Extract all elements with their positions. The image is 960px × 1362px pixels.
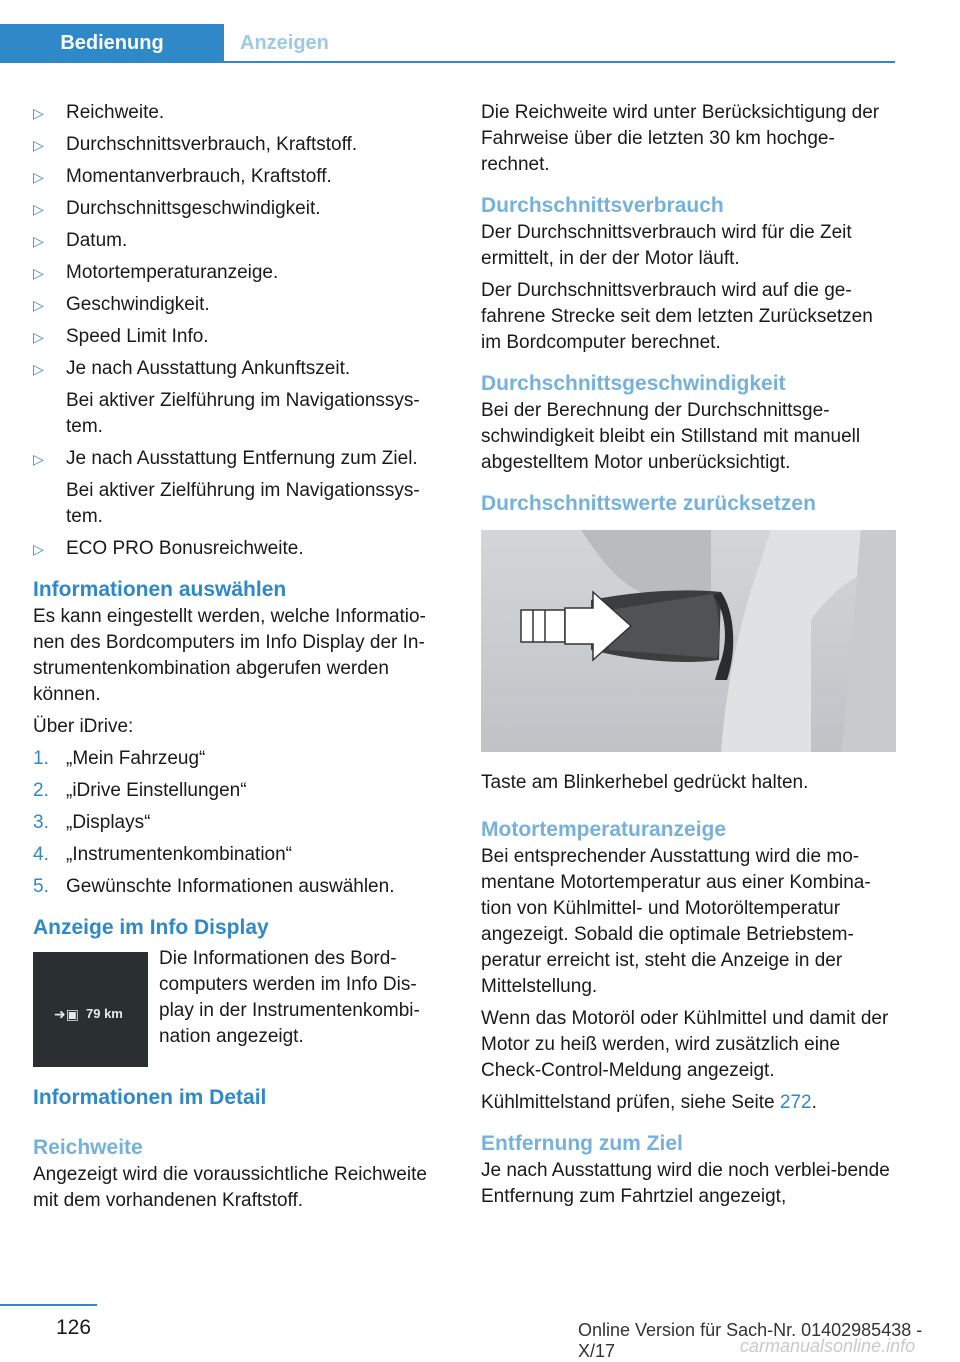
step-item: 3. „Displays“: [33, 812, 151, 833]
range-readout: 79 km: [86, 1006, 123, 1021]
tab-anzeigen[interactable]: Anzeigen: [240, 32, 329, 54]
footer-divider: [0, 1304, 97, 1306]
heading-durchschnittswerte-zuruecksetzen: Durchschnittswerte zurücksetzen: [481, 492, 816, 515]
heading-informationen-auswaehlen: Informationen auswählen: [33, 578, 287, 601]
list-item: ▷ ECO PRO Bonusreichweite.: [33, 536, 453, 562]
step-item: 1. „Mein Fahrzeug“: [33, 748, 206, 769]
list-item: ▷ Je nach Ausstattung Ankunftszeit. Bei aktiver Zielführung im Navigationssys-tem.: [33, 356, 453, 440]
triangle-bullet-icon: ▷: [33, 201, 44, 217]
paragraph: Über iDrive:: [33, 716, 134, 737]
paragraph: Bei entsprechender Ausstattung wird die mo-mentane Motortemperatur aus einer Kombina-tion von Kühlmittel- und Motoröltemperatur angezeigt. Sobald die optimale Betriebstem-peratur erreicht ist, steht die Anzeige in der Mittelstellung.: [481, 846, 871, 997]
triangle-bullet-icon: ▷: [33, 541, 44, 557]
step-item: 5. Gewünschte Informationen auswählen.: [33, 876, 395, 897]
triangle-bullet-icon: ▷: [33, 451, 44, 467]
triangle-bullet-icon: ▷: [33, 137, 44, 153]
caption: Taste am Blinkerhebel gedrückt halten.: [481, 772, 809, 793]
list-item: ▷ Reichweite.: [33, 100, 453, 126]
turn-signal-lever-photo: [481, 530, 896, 752]
paragraph: Es kann eingestellt werden, welche Informatio-nen des Bordcomputers im Info Display der In-strumentenkombination abgerufen werden können.: [33, 606, 426, 705]
info-display-image: [33, 952, 148, 1067]
triangle-bullet-icon: ▷: [33, 265, 44, 281]
info-display-block: [33, 946, 453, 1064]
lever-illustration: [481, 530, 896, 752]
watermark: carmanualsonline.info: [740, 1336, 916, 1356]
step-list: [33, 746, 453, 900]
header-tabs: [0, 0, 960, 64]
triangle-bullet-icon: ▷: [33, 329, 44, 345]
heading-motortemperaturanzeige: Motortemperaturanzeige: [481, 818, 727, 841]
list-item: ▷ Motortemperaturanzeige.: [33, 260, 453, 286]
info-list: [33, 100, 453, 562]
triangle-bullet-icon: ▷: [33, 169, 44, 185]
triangle-bullet-icon: ▷: [33, 361, 44, 377]
list-item: ▷ Speed Limit Info.: [33, 324, 453, 350]
page-link[interactable]: 272: [779, 1092, 812, 1113]
paragraph: Der Durchschnittsverbrauch wird auf die ge-fahrene Strecke seit dem letzten Zurücksetzen im Bordcomputer berechnet.: [481, 280, 873, 353]
list-item: ▷ Je nach Ausstattung Entfernung zum Ziel. Bei aktiver Zielführung im Navigationssys-tem.: [33, 446, 453, 530]
paragraph: Der Durchschnittsverbrauch wird für die Zeit ermittelt, in der der Motor läuft.: [481, 222, 852, 269]
triangle-bullet-icon: ▷: [33, 233, 44, 249]
heading-reichweite: Reichweite: [33, 1136, 143, 1159]
heading-anzeige-info-display: Anzeige im Info Display: [33, 916, 269, 939]
list-item-note: Bei aktiver Zielführung im Navigationssys-tem.: [66, 480, 420, 527]
paragraph: Wenn das Motoröl oder Kühlmittel und damit der Motor zu heiß werden, wird zusätzlich eine Check-Control-Meldung angezeigt.: [481, 1008, 889, 1081]
left-column: [33, 100, 453, 1220]
footer-note: Online Version für Sach-Nr. 01402985438 - X/17: [578, 1320, 923, 1361]
triangle-bullet-icon: ▷: [33, 105, 44, 121]
list-item: ▷ Durchschnittsgeschwindigkeit.: [33, 196, 453, 222]
paragraph: Die Informationen des Bord-computers werden im Info Dis-play in der Instrumentenkombi-nation angezeigt.: [159, 948, 420, 1047]
paragraph: Kühlmittelstand prüfen, siehe Seite 272.: [481, 1092, 817, 1113]
heading-durchschnittsgeschwindigkeit: Durchschnittsgeschwindigkeit: [481, 372, 786, 395]
paragraph: Je nach Ausstattung wird die noch verblei-bende Entfernung zum Fahrtziel angezeigt,: [481, 1160, 890, 1207]
right-column: [481, 100, 897, 1216]
list-item: ▷ Durchschnittsverbrauch, Kraftstoff.: [33, 132, 453, 158]
list-item: ▷ Momentanverbrauch, Kraftstoff.: [33, 164, 453, 190]
header-divider: [0, 61, 895, 63]
heading-entfernung-zum-ziel: Entfernung zum Ziel: [481, 1132, 683, 1155]
fuel-pump-arrow-icon: ➜▣: [54, 1006, 79, 1022]
paragraph: Die Reichweite wird unter Berücksichtigung der Fahrweise über die letzten 30 km hochge-rechnet.: [481, 102, 880, 175]
step-item: 2. „iDrive Einstellungen“: [33, 780, 247, 801]
step-item: 4. „Instrumentenkombination“: [33, 844, 292, 865]
heading-informationen-im-detail: Informationen im Detail: [33, 1086, 267, 1109]
list-item: ▷ Geschwindigkeit.: [33, 292, 453, 318]
heading-durchschnittsverbrauch: Durchschnittsverbrauch: [481, 194, 724, 217]
paragraph: Bei der Berechnung der Durchschnittsge-schwindigkeit bleibt ein Stillstand mit manuell abgestelltem Motor unberücksichtigt.: [481, 400, 861, 473]
triangle-bullet-icon: ▷: [33, 297, 44, 313]
paragraph: Angezeigt wird die voraussichtliche Reichweite mit dem vorhandenen Kraftstoff.: [33, 1164, 427, 1211]
list-item: ▷ Datum.: [33, 228, 453, 254]
list-item-note: Bei aktiver Zielführung im Navigationssys-tem.: [66, 390, 420, 437]
tab-bedienung[interactable]: Bedienung: [0, 24, 224, 62]
page-number: 126: [56, 1316, 92, 1339]
